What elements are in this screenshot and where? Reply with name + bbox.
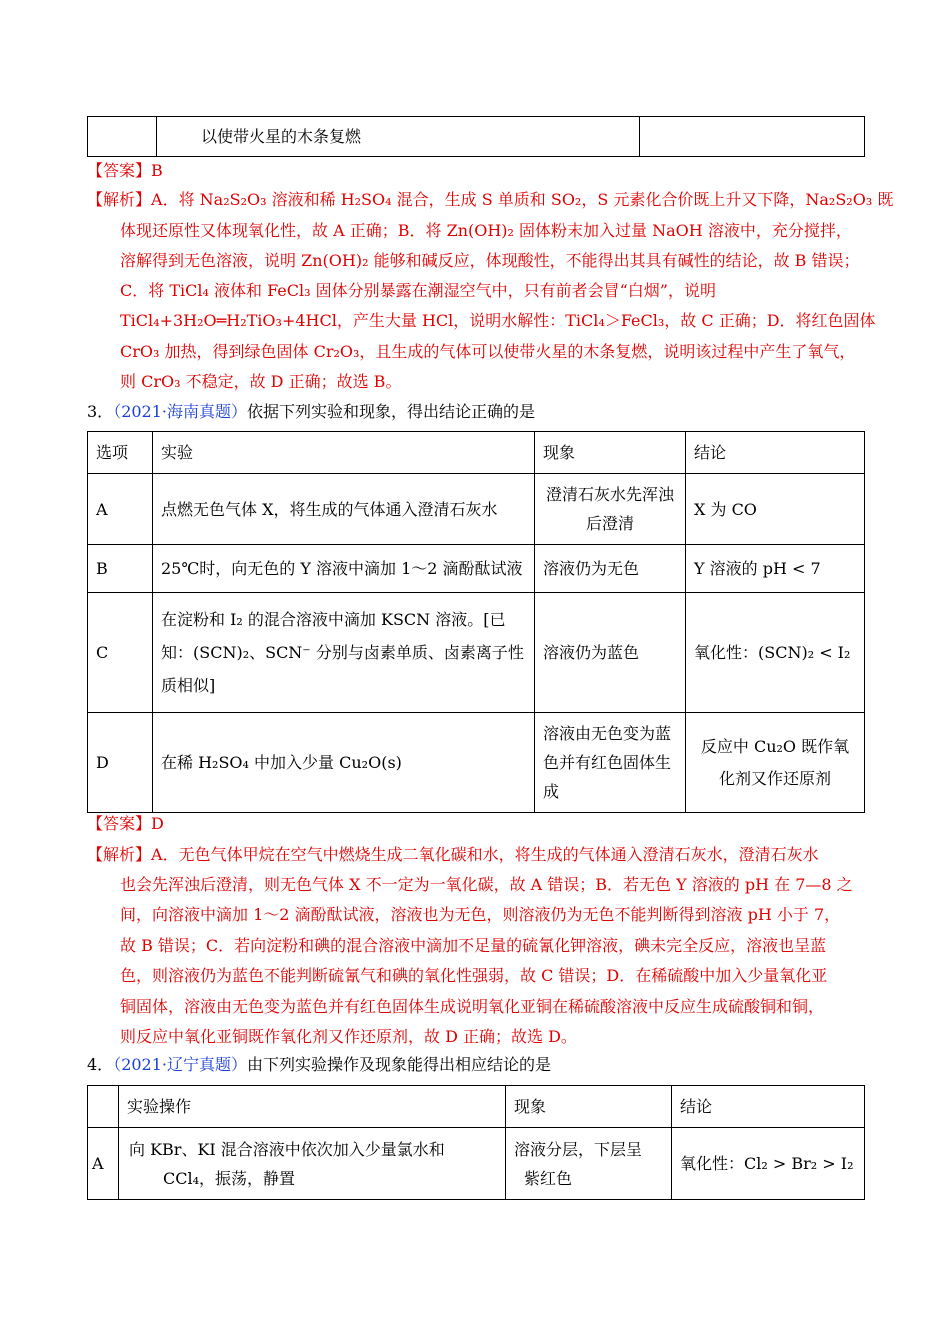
answer-value: D <box>151 814 164 833</box>
table-row <box>88 593 865 713</box>
analysis-line: CrO₃ 加热，得到绿色固体 Cr₂O₃，且生成的气体可以使带火星的木条复燃，说明该过程中产生了氧气， <box>120 342 856 361</box>
top-table-fragment <box>87 116 865 157</box>
header-cell <box>88 1086 119 1128</box>
option-cell: D <box>88 713 153 813</box>
phenomenon-line: 紫红色 <box>524 1168 573 1188</box>
top-table-cell-text: 以使带火星的木条复燃 <box>157 117 640 157</box>
operation-cell <box>119 1128 506 1200</box>
experiment-cell: 点燃无色气体 X，将生成的气体通入澄清石灰水 <box>153 474 535 545</box>
analysis-line: TiCl₄+3H₂O═H₂TiO₃+4HCl，产生大量 HCl，说明水解性：TiCl₄＞FeCl₃，故 C 正确；D．将红色固体 <box>120 311 876 330</box>
table-row <box>88 713 865 813</box>
phenomenon-cell <box>506 1128 672 1200</box>
analysis-line: 也会先浑浊后澄清，则无色气体 X 不一定为一氧化碳，故 A 错误；B．若无色 Y 溶液的 pH 在 7—8 之 <box>120 875 853 894</box>
q3-table <box>87 431 865 813</box>
header-cell: 实验操作 <box>119 1086 506 1128</box>
conclusion-cell: 反应中 Cu₂O 既作氧化剂又作还原剂 <box>686 713 865 813</box>
analysis-tag: 【解析】 <box>87 190 152 209</box>
header-cell: 现象 <box>506 1086 672 1128</box>
q4-table <box>87 1085 865 1200</box>
question-number: 4． <box>87 1055 114 1074</box>
analysis-line: 色，则溶液仍为蓝色不能判断硫氰气和碘的氧化性强弱，故 C 错误；D．在稀硫酸中加入少量氧化亚 <box>120 966 828 985</box>
table-row <box>88 545 865 593</box>
table-row <box>88 1128 865 1200</box>
phenomenon-cell: 溶液由无色变为蓝色并有红色固体生成 <box>535 713 686 813</box>
analysis-line: A．将 Na₂S₂O₃ 溶液和稀 H₂SO₄ 混合，生成 S 单质和 SO₂，S 元素化合价既上升又下降，Na₂S₂O₃ 既 <box>151 190 894 209</box>
phenomenon-cell: 溶液仍为蓝色 <box>535 593 686 713</box>
question-source: （2021·辽宁真题） <box>113 1055 247 1074</box>
answer-tag: 【答案】 <box>87 814 152 833</box>
experiment-cell: 在淀粉和 I₂ 的混合溶液中滴加 KSCN 溶液。[已知：(SCN)₂、SCN⁻ 分别与卤素单质、卤素离子性质相似] <box>153 593 535 713</box>
answer-value: B <box>151 161 163 180</box>
conclusion-cell: 氧化性：(SCN)₂ < I₂ <box>686 593 865 713</box>
question-number: 3． <box>87 402 114 421</box>
table-header-row <box>88 432 865 474</box>
q4-stem <box>87 1054 950 1076</box>
analysis-tag: 【解析】 <box>87 845 152 864</box>
analysis-line: A．无色气体甲烷在空气中燃烧生成二氧化碳和水，将生成的气体通入澄清石灰水，澄清石灰水 <box>151 845 819 864</box>
operation-line: 向 KBr、KI 混合溶液中依次加入少量氯水和 <box>129 1139 445 1159</box>
phenomenon-cell: 澄清石灰水先浑浊后澄清 <box>535 474 686 545</box>
phenomenon-cell: 溶液仍为无色 <box>535 545 686 593</box>
header-cell: 选项 <box>88 432 153 474</box>
question-text: 依据下列实验和现象，得出结论正确的是 <box>247 402 536 421</box>
table-row <box>88 474 865 545</box>
analysis-line: C．将 TiCl₄ 液体和 FeCl₃ 固体分别暴露在潮湿空气中，只有前者会冒“白烟”，说明 <box>120 281 716 300</box>
conclusion-cell: X 为 CO <box>686 474 865 545</box>
top-table-cell-empty <box>88 117 157 157</box>
option-cell: C <box>88 593 153 713</box>
analysis-line: 铜固体，溶液由无色变为蓝色并有红色固体生成说明氧化亚铜在稀硫酸溶液中反应生成硫酸铜和铜， <box>120 997 825 1016</box>
conclusion-cell: Y 溶液的 pH < 7 <box>686 545 865 593</box>
header-cell: 结论 <box>672 1086 865 1128</box>
q3-stem <box>87 401 950 423</box>
experiment-cell: 25℃时，向无色的 Y 溶液中滴加 1～2 滴酚酞试液 <box>153 545 535 593</box>
header-cell: 实验 <box>153 432 535 474</box>
analysis-line: 间，向溶液中滴加 1～2 滴酚酞试液，溶液也为无色，则溶液仍为无色不能判断得到溶液 pH 小于 7， <box>120 905 841 924</box>
analysis-line: 溶解得到无色溶液，说明 Zn(OH)₂ 能够和碱反应，体现酸性，不能得出其具有碱性的结论，故 B 错误； <box>120 251 860 270</box>
answer-tag: 【答案】 <box>87 161 152 180</box>
analysis-line: 故 B 错误；C．若向淀粉和碘的混合溶液中滴加不足量的硫氰化钾溶液，碘未完全反应，溶液也呈蓝 <box>120 936 827 955</box>
analysis-line: 体现还原性又体现氧化性，故 A 正确；B．将 Zn(OH)₂ 固体粉末加入过量 NaOH 溶液中，充分搅拌， <box>120 221 852 240</box>
experiment-cell: 在稀 H₂SO₄ 中加入少量 Cu₂O(s) <box>153 713 535 813</box>
conclusion-cell: 氧化性：Cl₂ > Br₂ > I₂ <box>672 1128 865 1200</box>
option-cell: A <box>88 1128 119 1200</box>
option-cell: A <box>88 474 153 545</box>
phenomenon-line: 溶液分层，下层呈 <box>514 1139 643 1159</box>
analysis-line: 则反应中氧化亚铜既作氧化剂又作还原剂，故 D 正确；故选 D。 <box>120 1027 577 1046</box>
q3-answer <box>87 813 950 835</box>
header-cell: 结论 <box>686 432 865 474</box>
table-header-row <box>88 1086 865 1128</box>
analysis-line: 则 CrO₃ 不稳定，故 D 正确；故选 B。 <box>120 372 402 391</box>
q2-answer <box>87 160 950 182</box>
top-table-cell-empty-right <box>640 117 865 157</box>
question-source: （2021·海南真题） <box>113 402 247 421</box>
header-cell: 现象 <box>535 432 686 474</box>
question-text: 由下列实验操作及现象能得出相应结论的是 <box>247 1055 552 1074</box>
option-cell: B <box>88 545 153 593</box>
operation-line: CCl₄，振荡，静置 <box>163 1168 296 1188</box>
